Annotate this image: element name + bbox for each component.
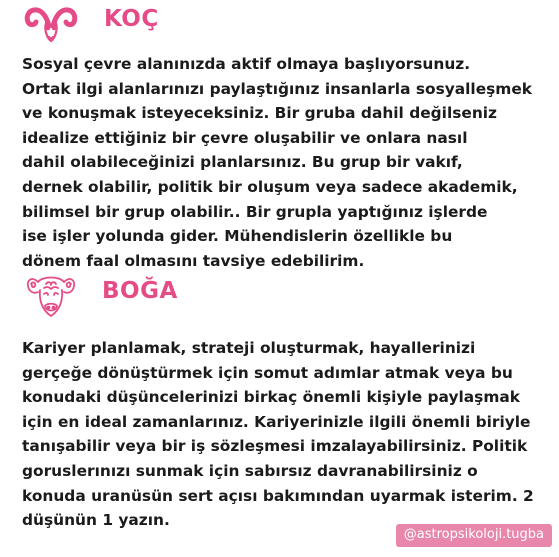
instagram-handle-watermark: @astropsikoloji.tugba xyxy=(396,524,552,547)
section-title: KOÇ xyxy=(104,6,159,32)
taurus-bull-icon xyxy=(22,268,80,322)
section-text: Sosyal çevre alanınızda aktif olmaya başlıyorsunuz. Ortak ilgi alanlarınızı paylaştığınız insanlarla sosyalleşmek ve konuşmak isteyeceksiniz. Bir gruba dahil değilseniz idealize ettiğiniz bir çevre oluşabilir ve onlara nasıl dahil olabileceğinizi planlarsınız. Bu grup bir vakıf, dernek olabilir, politik bir oluşum veya sadece akademik, bilimsel bir grup olabilir.. Bir grupla yaptığınız işlerde ise işler yolunda gider. Mühendislerin özellikle bu dönem faal olmasını tavsiye edebilirim. xyxy=(22,55,533,270)
aries-ram-icon xyxy=(22,4,80,44)
section-text: Kariyer planlamak, strateji oluşturmak, hayallerinizi gerçeğe dönüştürmek için somut adımlar atmak veya bu konudaki düşüncelerinizi birkaç önemli kişiyle paylaşmak için en ideal zamanlarınız. Kariyerinizle ilgili önemli biriyle tanışabilir veya bir iş sözleşmesi imzalayabilirsiniz. Politik goruslerınızı sunmak için sabırsız davranabilirsiniz o konuda uranüsün sert açısı bakımından uyarmak isterim. 2 düşünün 1 yazın. xyxy=(22,339,534,530)
boga-header xyxy=(22,268,178,322)
koc-header xyxy=(22,4,159,44)
section-title: BOĞA xyxy=(102,278,178,304)
